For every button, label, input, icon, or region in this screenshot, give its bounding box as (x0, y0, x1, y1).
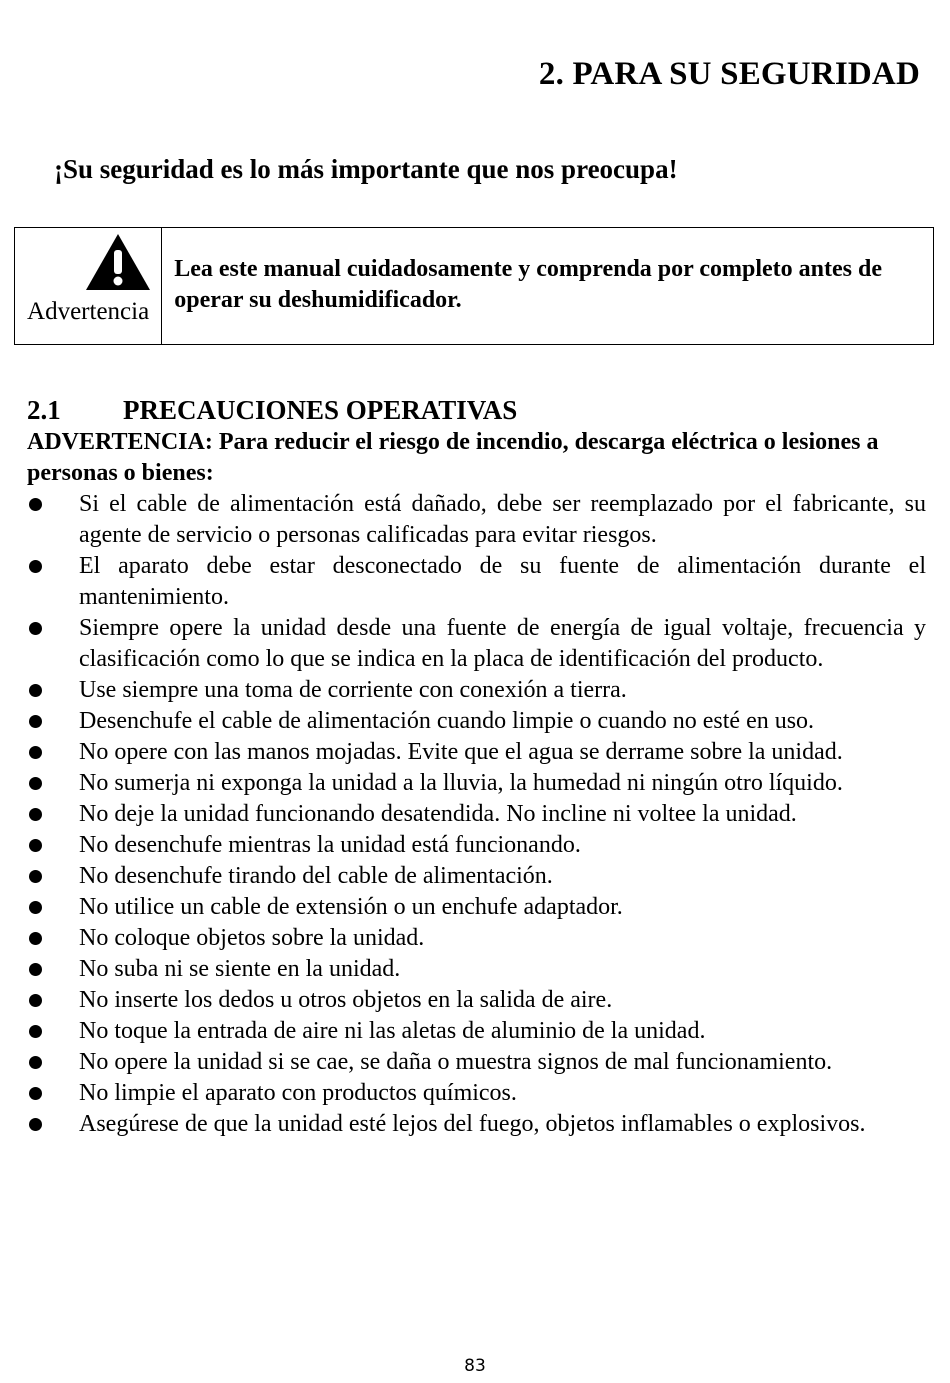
list-item-text: Si el cable de alimentación está dañado, debe ser reemplazado por el fabricante, su agente de servicio o personas calificadas para evitar riesgos. (79, 491, 926, 548)
list-item (27, 737, 926, 768)
list-item-text: No inserte los dedos u otros objetos en la salida de aire. (79, 987, 613, 1013)
warning-label: Advertencia (27, 298, 150, 325)
bullet-icon (29, 839, 42, 852)
list-item (27, 675, 926, 706)
list-item (27, 1109, 926, 1140)
warning-message: Lea este manual cuidadosamente y comprenda por completo antes de operar su deshumidificador. (174, 256, 882, 313)
safety-tagline: ¡Su seguridad es lo más importante que nos preocupa! (54, 154, 678, 184)
bullet-icon (29, 622, 42, 635)
list-item (27, 551, 926, 613)
list-item (27, 799, 926, 830)
list-item (27, 923, 926, 954)
list-item (27, 1047, 926, 1078)
bullet-icon (29, 1025, 42, 1038)
list-item (27, 1016, 926, 1047)
list-item-text: Use siempre una toma de corriente con conexión a tierra. (79, 677, 627, 703)
bullet-icon (29, 1056, 42, 1069)
list-item (27, 768, 926, 799)
list-item-text: No toque la entrada de aire ni las aletas de aluminio de la unidad. (79, 1018, 706, 1044)
precautions-list (27, 489, 926, 1140)
list-item-text: No deje la unidad funcionando desatendida. No incline ni voltee la unidad. (79, 801, 797, 827)
list-item (27, 985, 926, 1016)
list-item-text: No desenchufe tirando del cable de alimentación. (79, 863, 553, 889)
bullet-icon (29, 684, 42, 697)
bullet-icon (29, 746, 42, 759)
bullet-icon (29, 870, 42, 883)
bullet-icon (29, 808, 42, 821)
bullet-icon (29, 777, 42, 790)
page-title: 2. PARA SU SEGURIDAD (538, 56, 920, 92)
list-item (27, 892, 926, 923)
page-number: 83 (464, 1356, 486, 1376)
bullet-icon (29, 932, 42, 945)
list-item (27, 706, 926, 737)
list-item-text: No limpie el aparato con productos químicos. (79, 1080, 517, 1106)
list-item-text: No sumerja ni exponga la unidad a la lluvia, la humedad ni ningún otro líquido. (79, 770, 843, 796)
section-heading (27, 393, 926, 427)
list-item-text: Asegúrese de que la unidad esté lejos del fuego, objetos inflamables o explosivos. (79, 1111, 866, 1137)
list-item-text: El aparato debe estar desconectado de su fuente de alimentación durante el mantenimiento. (79, 553, 926, 610)
list-item (27, 954, 926, 985)
list-item-text: No opere la unidad si se cae, se daña o muestra signos de mal funcionamiento. (79, 1049, 833, 1075)
bullet-icon (29, 498, 42, 511)
list-item-text: No suba ni se siente en la unidad. (79, 956, 401, 982)
list-item-text: No opere con las manos mojadas. Evite que el agua se derrame sobre la unidad. (79, 739, 843, 765)
warning-triangle-icon (84, 232, 152, 292)
operating-precautions-section (27, 393, 926, 1140)
section-title: PRECAUCIONES OPERATIVAS (123, 395, 518, 425)
bullet-icon (29, 1087, 42, 1100)
bullet-icon (29, 994, 42, 1007)
list-item (27, 613, 926, 675)
list-item-text: No coloque objetos sobre la unidad. (79, 925, 425, 951)
warning-box (14, 227, 934, 345)
list-item (27, 1078, 926, 1109)
list-item-text: No utilice un cable de extensión o un enchufe adaptador. (79, 894, 623, 920)
section-warning: ADVERTENCIA: Para reducir el riesgo de incendio, descarga eléctrica o lesiones a personas o bienes: (27, 429, 879, 486)
list-item (27, 861, 926, 892)
bullet-icon (29, 1118, 42, 1131)
bullet-icon (29, 560, 42, 573)
section-number: 2.1 (27, 395, 61, 425)
list-item-text: Siempre opere la unidad desde una fuente de energía de igual voltaje, frecuencia y clasificación como lo que se indica en la placa de identificación del producto. (79, 615, 926, 672)
list-item (27, 489, 926, 551)
bullet-icon (29, 715, 42, 728)
list-item (27, 830, 926, 861)
list-item-text: No desenchufe mientras la unidad está funcionando. (79, 832, 581, 858)
warning-box-label-cell (15, 228, 162, 344)
bullet-icon (29, 901, 42, 914)
list-item-text: Desenchufe el cable de alimentación cuando limpie o cuando no esté en uso. (79, 708, 815, 734)
bullet-icon (29, 963, 42, 976)
